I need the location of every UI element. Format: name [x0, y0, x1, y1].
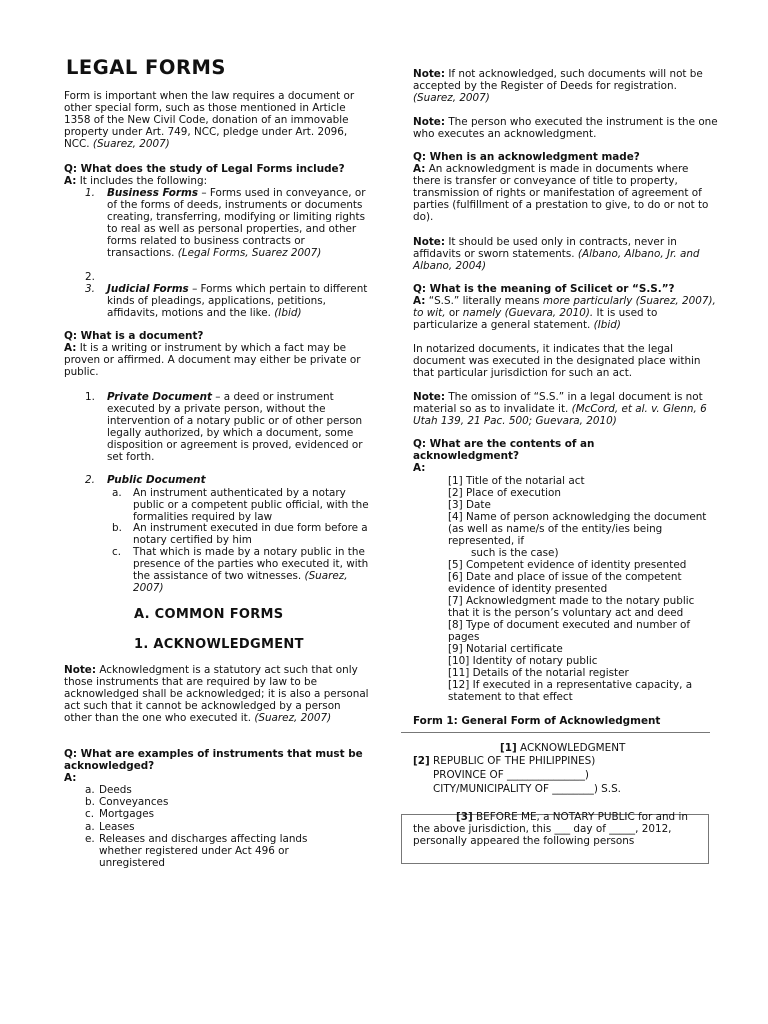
note-omission: Note: The omission of “S.S.” in a legal document is not material so as to invalidate it. (McCord, et al. v. Glenn, 6 Utah 139, 21 Pac. 500; Guevara, 2010): [413, 391, 707, 427]
list-item: [4] Name of person acknowledging the document (as well as name/s of the entity/ies being represented, if: [448, 511, 707, 547]
answer-label: A:: [64, 772, 77, 784]
note-acknowledgment: Note: Acknowledgment is a statutory act such that only those instruments that are required by law to be acknowledged shall be acknowledged; it is also a personal act such that it cannot be acknowledged by a person other than the one who executed it. (Suarez, 2007): [64, 664, 369, 724]
form-title: Form 1: General Form of Acknowledgment: [413, 715, 661, 727]
form-divider: [401, 732, 710, 733]
form-republic-line: [2] REPUBLIC OF THE PHILIPPINES): [413, 755, 596, 767]
list-item: [1] Title of the notarial act: [448, 475, 585, 487]
form-province-line: PROVINCE OF _______________): [433, 769, 589, 781]
section-heading-common-forms: A. COMMON FORMS: [134, 607, 284, 622]
list-item: [6] Date and place of issue of the competent evidence of identity presented: [448, 571, 682, 595]
answer-label: A:: [413, 462, 426, 474]
question-legal-forms: Q: What does the study of Legal Forms include?: [64, 163, 345, 175]
list-item: [2] Place of execution: [448, 487, 561, 499]
list-item: [10] Identity of notary public: [448, 655, 598, 667]
form-heading: [1] ACKNOWLEDGMENT: [500, 742, 626, 754]
answer-document: A: It is a writing or instrument by which a fact may be proven or affirmed. A document may either be private or public.: [64, 342, 361, 378]
paragraph-notarized: In notarized documents, it indicates that the legal document was executed in the designated place within that particular jurisdiction for such an act.: [413, 343, 701, 379]
list-item: [8] Type of document executed and number of pages: [448, 619, 691, 643]
answer-scilicet: A: “S.S.” literally means more particularly (Suarez, 2007), to wit, or namely (Guevara, 2010). It is used to particularize a general statement. (Ibid): [413, 295, 716, 331]
form-before-me-paragraph: [3] BEFORE ME, a NOTARY PUBLIC for and in the above jurisdiction, this ___ day of _____, 2012, personally appeared the following persons: [413, 811, 688, 847]
answer-legal-forms: A: It includes the following:: [64, 175, 208, 187]
list-item: [11] Details of the notarial register: [448, 667, 629, 679]
question-when-made: Q: When is an acknowledgment made?: [413, 151, 640, 163]
list-item: [3] Date: [448, 499, 491, 511]
question-document: Q: What is a document?: [64, 330, 204, 342]
list-item: [9] Notarial certificate: [448, 643, 563, 655]
note-contracts-only: Note: It should be used only in contracts, never in affidavits or sworn statements. (Albano, Albano, Jr. and Albano, 2004): [413, 236, 700, 272]
list-item: [12] If executed in a representative capacity, a statement to that effect: [448, 679, 693, 703]
document-page: LEGAL FORMS Form is important when the law requires a document or other special form, such as those mentioned in Article 1358 of the New Civil Code, donation of an immovable property under Art. 749, NCC, pledge under Art. 2096, NCC. (Suarez, 2007) Q: What does the study of Legal Forms include? A: It includes the following: 1. Business Forms – Forms used in conveyance, or of the forms of deeds, instruments or documents creating, transferring, modifying or limiting rights to real as well as personal properties, and other forms related to business contracts or transactions. (Legal Forms, Suarez 2007) 2. 3. Judicial Forms – Forms which pertain to different kinds of pleadings, applications, petitions, affidavits, motions and the like. (Ibid) Q: What is a document? A: It is a writing or instrument by which a fact may be proven or affirmed. A document may either be private or public. 1. Private Document – a deed or instrument executed by a private person, without the intervention of a notary public or of other person legally authorized, by which a document, some disposition or agreement is proved, evidenced or set forth. 2. Public Document a. An instrument authenticated by a notary public or a competent public official, with the formalities required by law b. An instrument executed in due form before a notary certified by him c. That which is made by a notary public in the presence of the parties who executed it, with the assistance of two witnesses. (Suarez, 2007) A. COMMON FORMS 1. ACKNOWLEDGMENT Note: Acknowledgment is a statutory act such that only those instruments that are required by law to be acknowledged shall be acknowledged; it is also a personal act such that it cannot be acknowledged by a person other than the one who executed it. (Suarez, 2007) Q: What are examples of instruments that must be acknowledged? A: a. Deeds b. Conveyances c. Mortgages a. Leases e. Releases and discharges affecting lands whether registered under Act 496 or unregistered Note: If not acknowledged, such documents will not be accepted by the Register of Deeds for registration. (Suarez, 2007) Note: The person who executed the instrument is the one who executes an acknowledgment. Q: When is an acknowledgment made? A: An acknowledgment is made in documents where there is transfer or conveyance of title to property, transmission of rights or manifestation of agreement of parties (fulfillment of a prestation to give, to do or not to do). Note: It should be used only in contracts, never in affidavits or sworn statements. (Albano, Albano, Jr. and Albano, 2004) Q: What is the meaning of Scilicet or “S.S.”? A: “S.S.” literally means more particularly (Suarez, 2007), to wit, or namely (Guevara, 2010). It is used to particularize a general statement. (Ibid) In notarized documents, it indicates that the legal document was executed in the designated place within that particular jurisdiction for such an act. Note: The omission of “S.S.” in a legal document is not material so as to invalidate it. (McCord, et al. v. Glenn, 6 Utah 139, 21 Pac. 500; Guevara, 2010) Q: What are the contents of an acknowledgment? A: [1] Title of the notarial act [2] Place of execution [3] Date [4] Name of person acknowledging the document (as well as name/s of the entity/ies being represented, if such is the case) [5] Competent evidence of identity presented [6] Date and place of issue of the competent evidence of identity presented [7] Acknowledgment made to the notary public that it is the person’s voluntary act and deed [8] Type of document executed and number of pages [9] Notarial certificate [10] Identity of notary public [11] Details of the notarial register [12] If executed in a representative capacity, a statement to that effect Form 1: General Form of Acknowledgment [1] ACKNOWLEDGMENT [2] REPUBLIC OF THE PHILIPPINES) PROVINCE OF _______________) CITY/MUNICIPALITY OF ________) S.S. [3] BEFORE ME, a NOTARY PUBLIC for and in the above jurisdiction, this ___ day of _____, 2012, personally appeared the following persons: [64, 56, 718, 869]
question-examples: Q: What are examples of instruments that must be acknowledged?: [64, 748, 363, 772]
page-title: LEGAL FORMS: [66, 56, 226, 79]
answer-when-made: A: An acknowledgment is made in documents where there is transfer or conveyance of title to property, transmission of rights or manifestation of agreement of parties (fulfillment of a prestation to give, to do or not to do).: [413, 163, 709, 223]
list-item: [5] Competent evidence of identity presented: [448, 559, 687, 571]
note-executor: Note: The person who executed the instrument is the one who executes an acknowledgment.: [413, 116, 718, 140]
form-city-line: CITY/MUNICIPALITY OF ________) S.S.: [433, 783, 621, 795]
section-heading-acknowledgment: 1. ACKNOWLEDGMENT: [134, 637, 304, 652]
list-item: [7] Acknowledgment made to the notary public that it is the person’s voluntary act and deed: [448, 595, 695, 619]
question-scilicet: Q: What is the meaning of Scilicet or “S.S.”?: [413, 283, 675, 295]
question-contents: Q: What are the contents of an acknowledgment?: [413, 438, 595, 462]
intro-paragraph: Form is important when the law requires a document or other special form, such as those mentioned in Article 1358 of the New Civil Code, donation of an immovable property under Art. 749, NCC, pledge under Art. 2096, NCC. (Suarez, 2007): [64, 90, 355, 150]
list-item: such is the case): [471, 547, 559, 559]
note-register-of-deeds: Note: If not acknowledged, such documents will not be accepted by the Register of Deeds for registration. (Suarez, 2007): [413, 68, 703, 104]
